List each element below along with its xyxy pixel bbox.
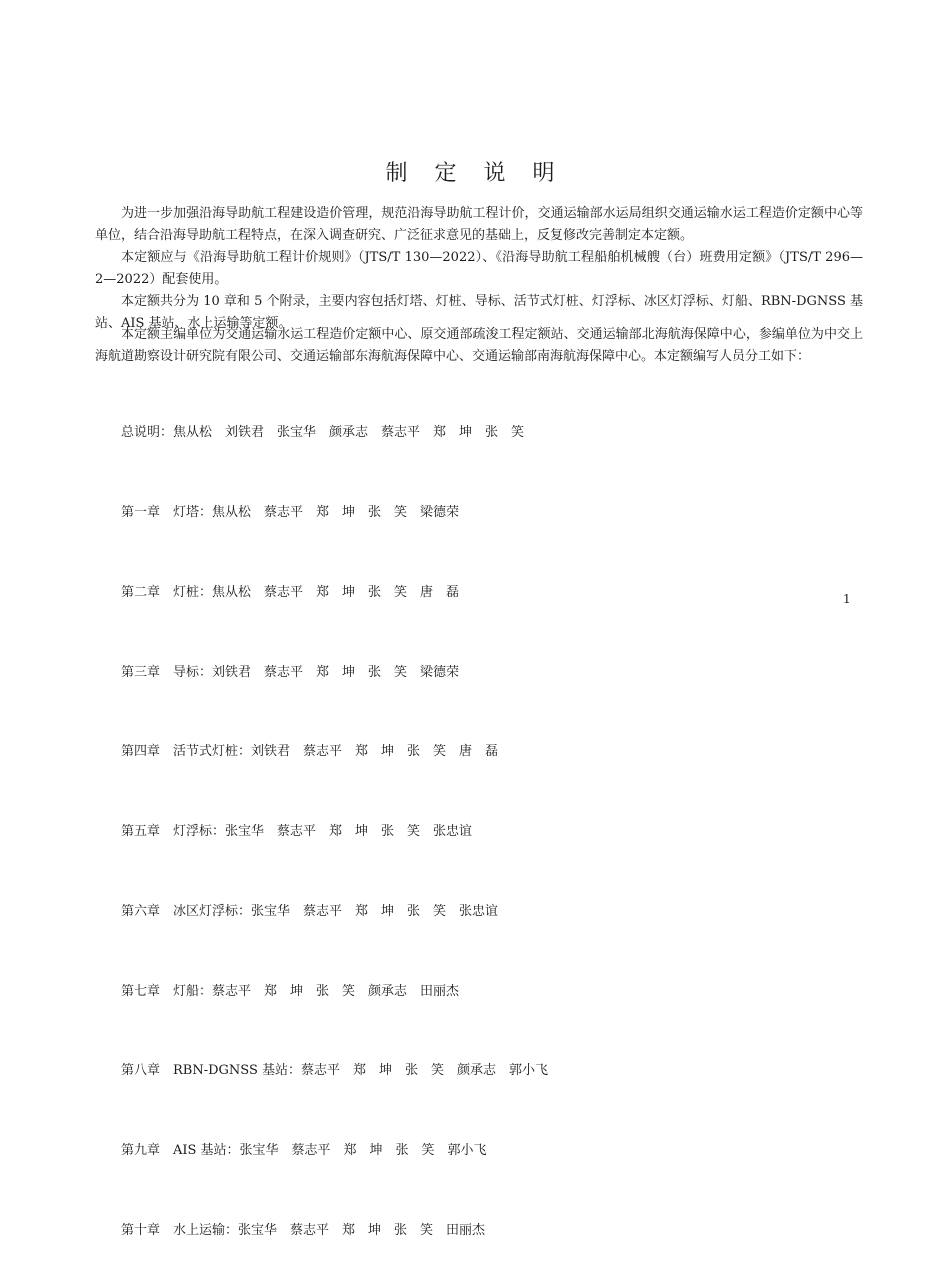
roster-line: 第三章 导标：刘铁君 蔡志平 郑 坤 张 笑 梁德荣 — [121, 664, 460, 680]
roster-line: 第八章 RBN-DGNSS 基站：蔡志平 郑 坤 张 笑 颜承志 郭小飞 — [121, 1063, 549, 1079]
intro-paragraph: 为进一步加强沿海导助航工程建设造价管理，规范沿海导助航工程计价，交通运输部水运局组织交通运输水运工程造价定额中心等单位，结合沿海导助航工程特点，在深入调查研究、广泛征求意见的基础上，反复修改完善制定本定额。 — [95, 206, 863, 243]
roster-line: 第九章 AIS 基站：张宝华 蔡志平 郑 坤 张 笑 郭小飞 — [121, 1143, 487, 1159]
roster-line: 第一章 灯塔：焦从松 蔡志平 郑 坤 张 笑 梁德荣 — [121, 504, 460, 520]
editors-paragraph: 本定额主编单位为交通运输水运工程造价定额中心、原交通部疏浚工程定额站、交通运输部北海航海保障中心，参编单位为中交上海航道勘察设计研究院有限公司、交通运输部东海航海保障中心、交通运输部南海航海保障中心。本定额编写人员分工如下： — [95, 327, 863, 364]
roster-line: 第七章 灯船：蔡志平 郑 坤 张 笑 颜承志 田丽杰 — [121, 983, 460, 999]
page-title: 制 定 说 明 — [385, 161, 565, 186]
author-roster — [121, 367, 548, 1271]
roster-line: 总说明：焦从松 刘铁君 张宝华 颜承志 蔡志平 郑 坤 张 笑 — [121, 425, 525, 441]
page-number: 1 — [843, 592, 851, 606]
roster-line: 第六章 冰区灯浮标：张宝华 蔡志平 郑 坤 张 笑 张忠谊 — [121, 903, 499, 919]
roster-line: 第十章 水上运输：张宝华 蔡志平 郑 坤 张 笑 田丽杰 — [121, 1223, 486, 1238]
roster-line: 第四章 活节式灯桩：刘铁君 蔡志平 郑 坤 张 笑 唐 磊 — [121, 744, 499, 760]
roster-line: 第二章 灯桩：焦从松 蔡志平 郑 坤 张 笑 唐 磊 — [121, 584, 460, 600]
usage-paragraph: 本定额应与《沿海导助航工程计价规则》（JTS/T 130—2022）、《沿海导助航工程船舶机械艘（台）班费用定额》（JTS/T 296—2—2022）配套使用。 — [95, 250, 863, 287]
roster-line: 第五章 灯浮标：张宝华 蔡志平 郑 坤 张 笑 张忠谊 — [121, 824, 473, 840]
contents-paragraph: 本定额共分为 10 章和 5 个附录，主要内容包括灯塔、灯桩、导标、活节式灯桩、灯浮标、冰区灯浮标、灯船、RBN-DGNSS 基站、AIS 基站、水上运输等定额。 — [95, 294, 863, 331]
